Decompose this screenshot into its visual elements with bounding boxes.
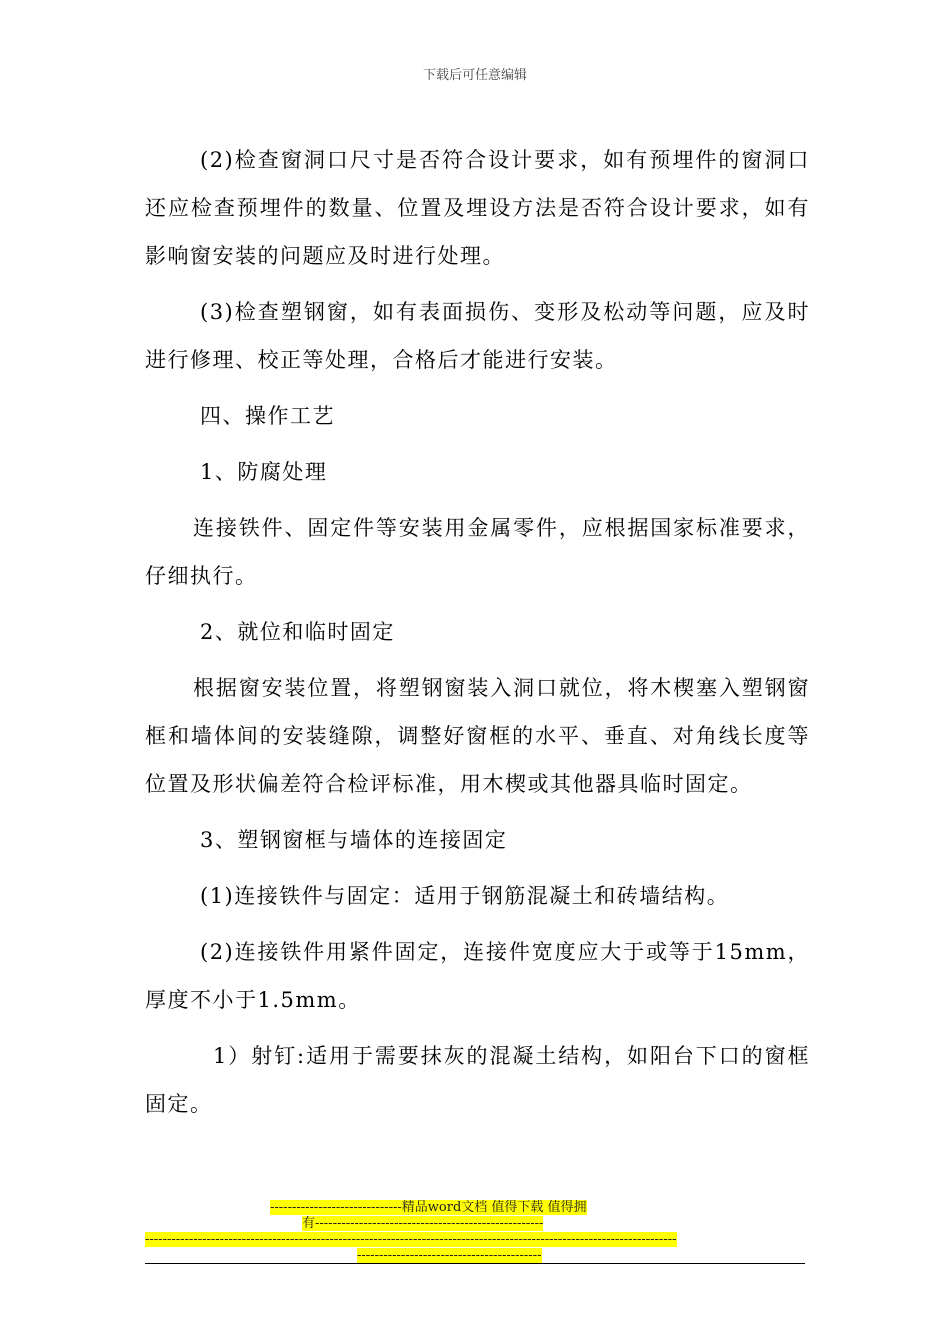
- paragraph-check-windows: (3)检查塑钢窗，如有表面损伤、变形及松动等问题，应及时进行修理、校正等处理，合格后才能进行安装。: [145, 300, 810, 372]
- paragraph-check-openings: (2)检查窗洞口尺寸是否符合设计要求，如有预埋件的窗洞口还应检查预埋件的数量、位置及埋设方法是否符合设计要求，如有影响窗安装的问题应及时进行处理。: [145, 148, 810, 268]
- paragraph-positioning: 根据窗安装位置，将塑钢窗装入洞口就位，将木楔塞入塑钢窗框和墙体间的安装缝隙，调整好窗框的水平、垂直、对角线长度等位置及形状偏差符合检评标准，用木楔或其他器具临时固定。: [145, 676, 810, 796]
- footer-line-4: ------------------------------------------: [357, 1248, 542, 1263]
- paragraph-fasteners: (2)连接铁件用紧件固定，连接件宽度应大于或等于15mm，厚度不小于1.5mm。: [145, 940, 810, 1012]
- subheading-fixing: 3、塑钢窗框与墙体的连接固定: [200, 828, 508, 852]
- document-body: [145, 136, 810, 1136]
- footer-line-3: -------------------------------------------------------------------------------------------------------------------------: [145, 1232, 677, 1247]
- section-heading-operation: 四、操作工艺: [200, 404, 335, 428]
- page-footer: [145, 1200, 805, 1264]
- paragraph-anticorrosion: 连接铁件、固定件等安装用金属零件，应根据国家标准要求，仔细执行。: [145, 516, 810, 588]
- subheading-anticorrosion: 1、防腐处理: [200, 460, 328, 484]
- footer-line-2: 有----------------------------------------------------: [302, 1216, 544, 1231]
- paragraph-iron-connectors: (1)连接铁件与固定：适用于钢筋混凝土和砖墙结构。: [200, 884, 730, 908]
- footer-line-1: ------------------------------精品word文档 值得下载 值得拥: [270, 1200, 587, 1215]
- page-header: 下载后可任意编辑: [422, 68, 527, 83]
- subheading-positioning: 2、就位和临时固定: [200, 620, 395, 644]
- footer-divider: [145, 1263, 805, 1264]
- paragraph-nail-gun: 1）射钉:适用于需要抹灰的混凝土结构，如阳台下口的窗框固定。: [145, 1044, 810, 1116]
